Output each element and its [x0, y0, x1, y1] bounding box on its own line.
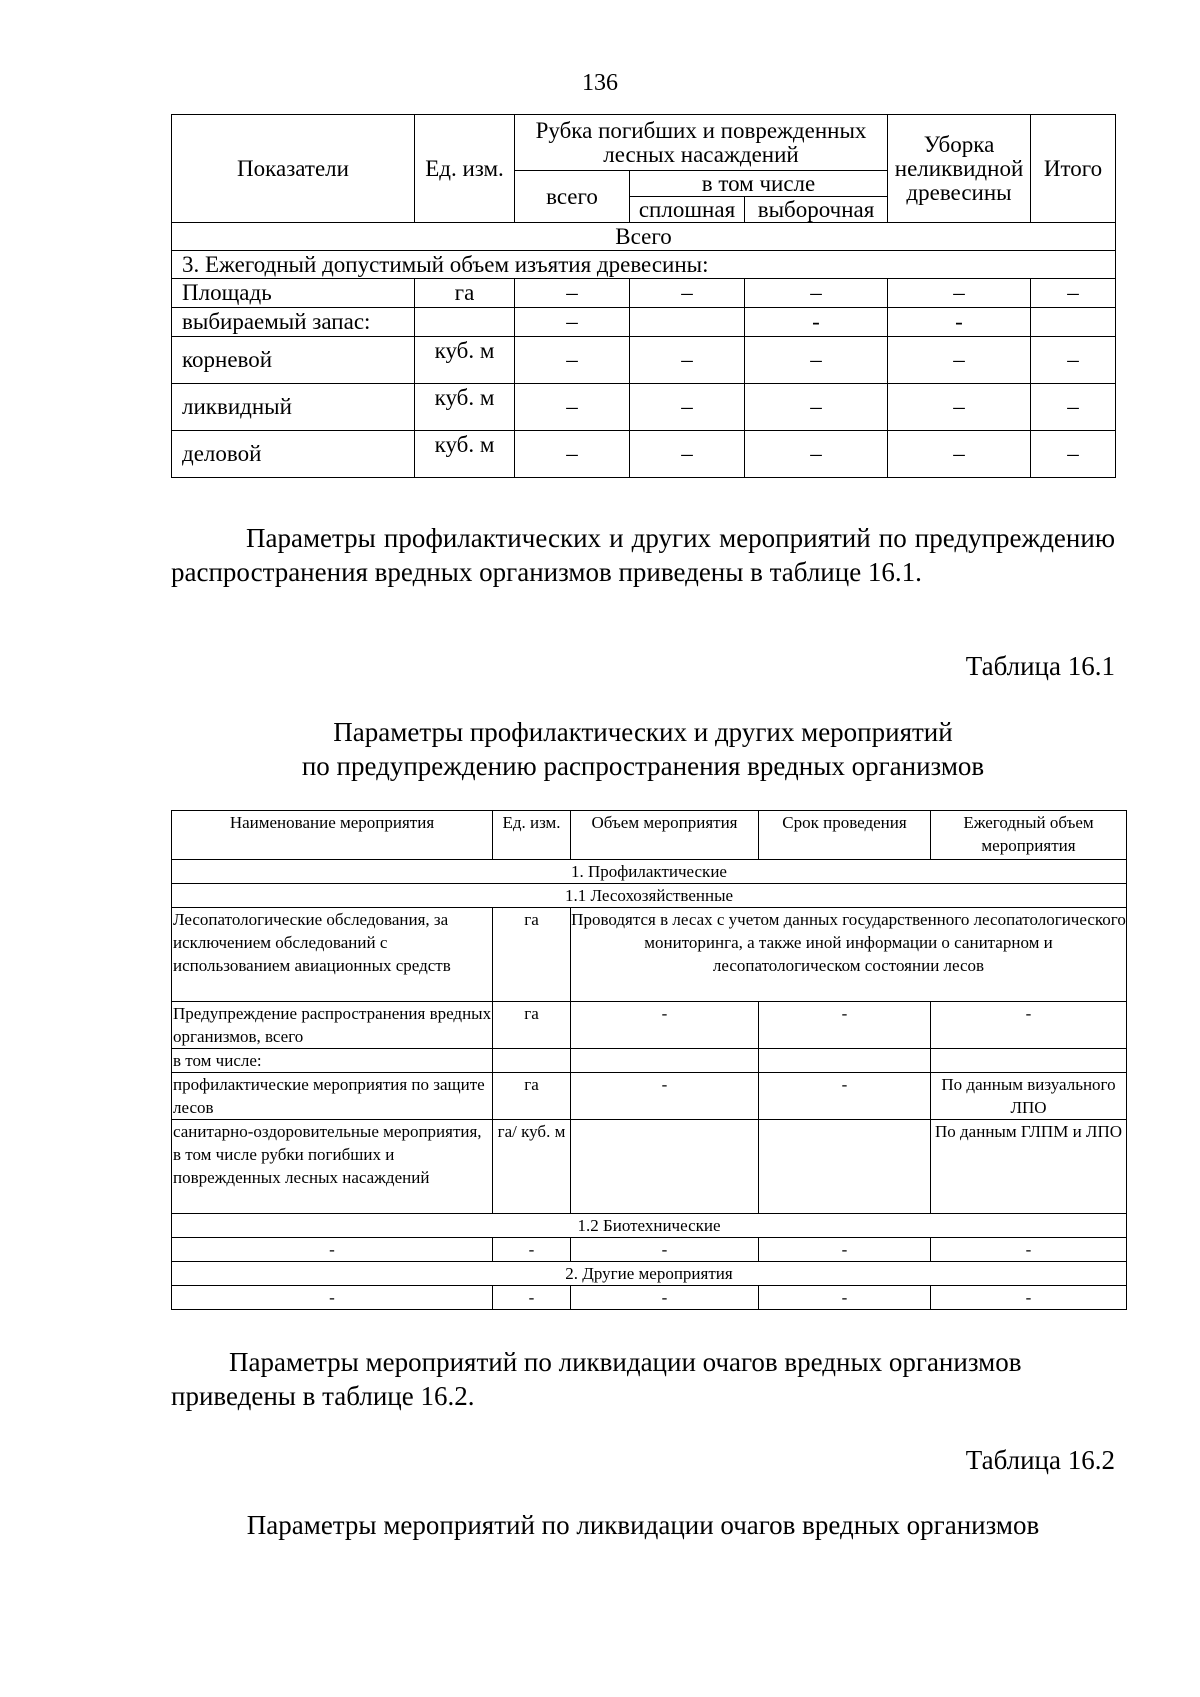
table-row	[172, 1049, 1127, 1073]
row-annual: -	[931, 1002, 1127, 1049]
header-unit: Ед. изм.	[493, 811, 571, 860]
header-cleanup: Уборка неликвидной древесины	[888, 115, 1031, 223]
row-volume: -	[571, 1002, 759, 1049]
table-row	[172, 1120, 1127, 1214]
row-unit: га/ куб. м	[493, 1120, 571, 1214]
cell: -	[571, 1238, 759, 1262]
row-name: в том числе:	[172, 1049, 493, 1073]
row-label: выбираемый запас:	[172, 308, 415, 337]
cell: –	[888, 337, 1031, 384]
header-volume: Объем мероприятия	[571, 811, 759, 860]
cell: –	[1031, 431, 1116, 478]
row-unit	[415, 308, 515, 337]
table-row	[172, 337, 1116, 384]
table-title-2: Параметры мероприятий по ликвидации очагов вредных организмов	[246, 1510, 1040, 1540]
cell: -	[745, 308, 888, 337]
row-unit: га	[493, 908, 571, 1002]
header-sum: Итого	[1031, 115, 1116, 223]
header-indicators: Показатели	[172, 115, 415, 223]
cell: –	[888, 431, 1031, 478]
paragraph-1: Параметры профилактических и других мероприятий по предупреждению распространения вредных организмов приведены в таблице 16.1.	[171, 523, 1115, 587]
header-selective: выборочная	[745, 197, 888, 223]
table-row	[172, 279, 1116, 308]
cell: –	[888, 279, 1031, 308]
cell: –	[745, 279, 888, 308]
cell: –	[515, 308, 630, 337]
row-annual: По данным визуального ЛПО	[931, 1073, 1127, 1120]
table-row	[172, 308, 1116, 337]
cell: –	[515, 337, 630, 384]
row-unit: куб. м	[415, 431, 515, 478]
row-label: ликвидный	[172, 384, 415, 431]
section-3: 3. Ежегодный допустимый объем изъятия древесины:	[172, 251, 1116, 279]
row-label: Площадь	[172, 279, 415, 308]
cell: -	[931, 1238, 1127, 1262]
header-felling: Рубка погибших и поврежденных лесных насаждений	[515, 115, 888, 171]
cell: -	[931, 1286, 1127, 1310]
row-unit: куб. м	[415, 384, 515, 431]
cell: -	[493, 1238, 571, 1262]
cell: –	[1031, 279, 1116, 308]
section-total: Всего	[172, 223, 1116, 251]
row-merged-note: Проводятся в лесах с учетом данных государственного лесопатологического мониторинга, а также иной информации о санитарном и лесопатологическом состоянии лесов	[571, 908, 1127, 1002]
header-clear: сплошная	[630, 197, 745, 223]
cell: –	[515, 431, 630, 478]
row-unit: га	[415, 279, 515, 308]
header-term: Срок проведения	[759, 811, 931, 860]
table-title-1	[171, 715, 1115, 783]
header-name: Наименование мероприятия	[172, 811, 493, 860]
cell: –	[515, 384, 630, 431]
cell: -	[172, 1286, 493, 1310]
row-name: Предупреждение распространения вредных организмов, всего	[172, 1002, 493, 1049]
cell: –	[745, 337, 888, 384]
cell: -	[759, 1286, 931, 1310]
row-term: -	[759, 1073, 931, 1120]
section-1: 1. Профилактические	[172, 860, 1127, 884]
cell: -	[888, 308, 1031, 337]
cell: -	[493, 1286, 571, 1310]
header-including: в том числе	[630, 171, 888, 197]
cell: -	[571, 1286, 759, 1310]
cell: -	[759, 1238, 931, 1262]
paragraph-2: Параметры мероприятий по ликвидации очагов вредных организмов приведены в таблице 16.2.	[171, 1347, 1022, 1411]
table-row	[172, 384, 1116, 431]
row-volume: -	[571, 1073, 759, 1120]
row-name: Лесопатологические обследования, за исключением обследований с использованием авиационных средств	[172, 908, 493, 1002]
table-ref-2: Таблица 16.2	[965, 1445, 1115, 1475]
row-name: санитарно-оздоровительные мероприятия, в том числе рубки погибших и поврежденных лесных насаждений	[172, 1120, 493, 1214]
row-name: профилактические мероприятия по защите лесов	[172, 1073, 493, 1120]
section-2: 2. Другие мероприятия	[172, 1262, 1127, 1286]
row-unit: га	[493, 1073, 571, 1120]
table-row	[172, 1238, 1127, 1262]
row-unit: куб. м	[415, 337, 515, 384]
table-row	[172, 1002, 1127, 1049]
cell: –	[630, 279, 745, 308]
table-title-1-line-1: Параметры профилактических и других мероприятий	[333, 717, 953, 747]
row-term: -	[759, 1002, 931, 1049]
prevention-measures-table	[171, 810, 1127, 1310]
row-label: деловой	[172, 431, 415, 478]
felling-volume-table	[171, 114, 1116, 478]
cell: –	[630, 337, 745, 384]
header-unit: Ед. изм.	[415, 115, 515, 223]
cell: -	[172, 1238, 493, 1262]
cell: –	[888, 384, 1031, 431]
table-row	[172, 908, 1127, 1002]
cell	[1031, 308, 1116, 337]
header-total-col: всего	[515, 171, 630, 223]
page-number: 136	[582, 70, 618, 96]
section-1-1: 1.1 Лесохозяйственные	[172, 884, 1127, 908]
cell: –	[745, 431, 888, 478]
cell: –	[1031, 337, 1116, 384]
cell: –	[630, 384, 745, 431]
table-row	[172, 1286, 1127, 1310]
cell: –	[745, 384, 888, 431]
table-row	[172, 1073, 1127, 1120]
table-row	[172, 431, 1116, 478]
row-label: корневой	[172, 337, 415, 384]
section-1-2: 1.2 Биотехнические	[172, 1214, 1127, 1238]
header-annual: Ежегодный объем мероприятия	[931, 811, 1127, 860]
row-unit: га	[493, 1002, 571, 1049]
table-ref-1: Таблица 16.1	[965, 651, 1115, 681]
cell: –	[1031, 384, 1116, 431]
table-title-1-line-2: по предупреждению распространения вредных организмов	[301, 751, 985, 781]
row-annual: По данным ГЛПМ и ЛПО	[931, 1120, 1127, 1214]
cell: –	[630, 431, 745, 478]
cell	[630, 308, 745, 337]
cell: –	[515, 279, 630, 308]
